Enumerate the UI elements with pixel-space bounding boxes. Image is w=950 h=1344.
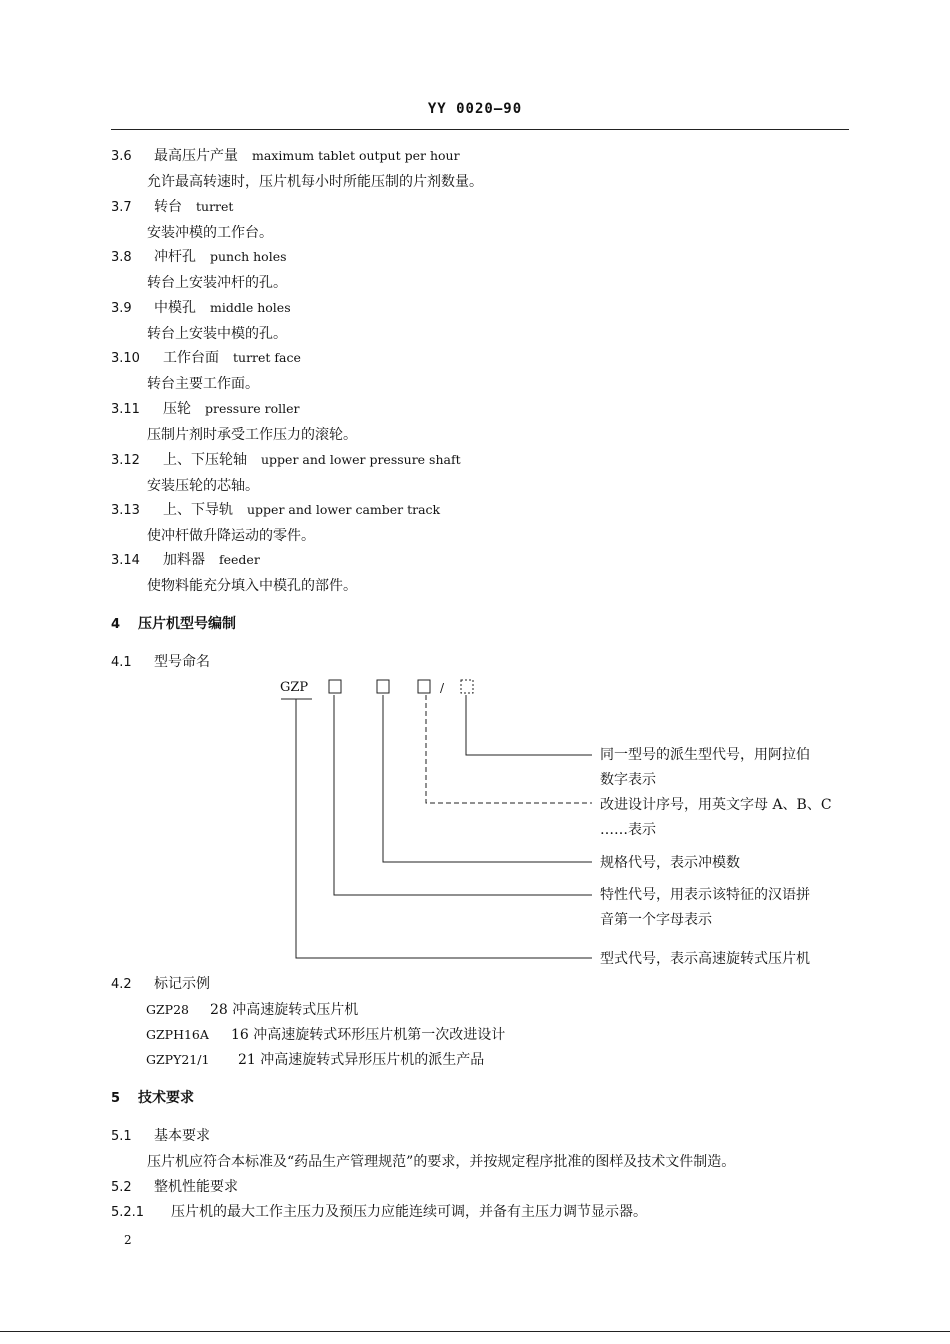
term-definition: 安装冲模的工作台。 <box>147 225 273 241</box>
term-number: 3.11 <box>111 402 140 417</box>
example-text: 21 冲高速旋转式异形压片机的派生产品 <box>238 1052 485 1068</box>
page-number: 2 <box>124 1233 132 1247</box>
standard-code-header: YY 0020—90 <box>427 101 523 117</box>
example-text: 28 冲高速旋转式压片机 <box>210 1002 359 1018</box>
subsection-title: 标记示例 <box>154 976 210 992</box>
term-definition: 允许最高转速时，压片机每小时所能压制的片剂数量。 <box>147 174 483 190</box>
term-definition: 使物料能充分填入中模孔的部件。 <box>147 578 357 594</box>
term-zh: 转台 <box>154 199 182 215</box>
term-zh: 压轮 <box>163 401 191 417</box>
term-number: 3.14 <box>111 553 140 568</box>
subsection-number: 5.1 <box>111 1129 132 1144</box>
code-box-improvement <box>418 680 430 693</box>
term-definition: 转台主要工作面。 <box>147 376 259 392</box>
section-title: 压片机型号编制 <box>138 616 236 632</box>
derivative-label-cont: 数字表示 <box>600 772 656 788</box>
term-en: turret face <box>233 350 301 365</box>
term-en: middle holes <box>210 300 291 315</box>
example-text: 16 冲高速旋转式环形压片机第一次改进设计 <box>231 1027 506 1043</box>
subsection-heading <box>111 1178 238 1197</box>
characteristic-label-cont: 音第一个字母表示 <box>600 912 712 928</box>
example-code: GZPH16A <box>146 1027 209 1042</box>
term-number: 3.12 <box>111 453 140 468</box>
example-row <box>146 1001 358 1019</box>
term-definition: 使冲杆做升降运动的零件。 <box>147 528 315 544</box>
leader-improvement <box>426 695 592 803</box>
term-number: 3.9 <box>111 301 132 316</box>
section-number: 5 <box>111 1091 121 1106</box>
term-definition: 转台上安装冲杆的孔。 <box>147 275 287 291</box>
subsection-title: 整机性能要求 <box>154 1179 238 1195</box>
subsection-heading <box>111 975 210 994</box>
section-number: 4 <box>111 617 121 632</box>
term-zh: 上、下导轨 <box>163 502 233 518</box>
type-label: 型式代号，表示高速旋转式压片机 <box>600 951 810 967</box>
model-slash: / <box>440 681 445 695</box>
specification-label: 规格代号，表示冲模数 <box>600 855 740 871</box>
section-title: 技术要求 <box>138 1090 194 1106</box>
code-box-specification <box>377 680 389 693</box>
section-heading <box>111 1089 194 1108</box>
leader-derivative <box>466 695 592 755</box>
subsection-title: 基本要求 <box>154 1128 210 1144</box>
subsection-number: 4.1 <box>111 655 132 670</box>
term-zh: 工作台面 <box>163 350 219 366</box>
term-en: upper and lower pressure shaft <box>261 452 461 467</box>
characteristic-label: 特性代号，用表示该特征的汉语拼 <box>600 887 810 903</box>
subsection-heading <box>111 1127 210 1146</box>
term-number: 3.6 <box>111 149 132 164</box>
term-zh: 上、下压轮轴 <box>163 452 247 468</box>
example-row <box>146 1051 484 1069</box>
term-definition: 安装压轮的芯轴。 <box>147 478 259 494</box>
model-prefix: GZP <box>280 680 309 695</box>
term-en: feeder <box>219 552 260 567</box>
subsection-number: 4.2 <box>111 977 132 992</box>
page-bottom-edge <box>0 1331 950 1332</box>
term-number: 3.7 <box>111 200 132 215</box>
term-number: 3.13 <box>111 503 140 518</box>
clause-number: 5.2.1 <box>111 1205 145 1220</box>
example-row <box>146 1026 505 1044</box>
term-definition: 转台上安装中模的孔。 <box>147 326 287 342</box>
term-zh: 最高压片产量 <box>154 148 238 164</box>
term-en: punch holes <box>210 249 287 264</box>
term-en: maximum tablet output per hour <box>252 148 460 163</box>
term-en: pressure roller <box>205 401 300 416</box>
leader-characteristic <box>334 695 592 895</box>
term-zh: 中模孔 <box>154 300 196 316</box>
term-en: turret <box>196 199 234 214</box>
term-zh: 冲杆孔 <box>154 249 196 265</box>
term-number: 3.8 <box>111 250 132 265</box>
code-box-derivative <box>461 680 473 693</box>
term-definition: 压制片剂时承受工作压力的滚轮。 <box>147 427 357 443</box>
example-code: GZP28 <box>146 1002 189 1017</box>
term-number: 3.10 <box>111 351 140 366</box>
example-code: GZPY21/1 <box>146 1052 210 1067</box>
clause-body: 压片机的最大工作主压力及预压力应能连续可调，并备有主压力调节显示器。 <box>171 1204 647 1220</box>
subsection-title: 型号命名 <box>154 654 210 670</box>
code-box-characteristic <box>329 680 341 693</box>
term-zh: 加料器 <box>163 552 205 568</box>
subsection-number: 5.2 <box>111 1180 132 1195</box>
improvement-label: 改进设计序号，用英文字母 A、B、C <box>600 797 832 813</box>
improvement-label-cont: ……表示 <box>600 822 656 838</box>
leader-type <box>296 699 592 958</box>
leader-specification <box>383 695 592 862</box>
paragraph: 压片机应符合本标准及“药品生产管理规范”的要求，并按规定程序批准的图样及技术文件制造。 <box>147 1154 736 1170</box>
derivative-label: 同一型号的派生型代号，用阿拉伯 <box>600 747 810 763</box>
term-en: upper and lower camber track <box>247 502 441 517</box>
clause <box>111 1203 647 1222</box>
